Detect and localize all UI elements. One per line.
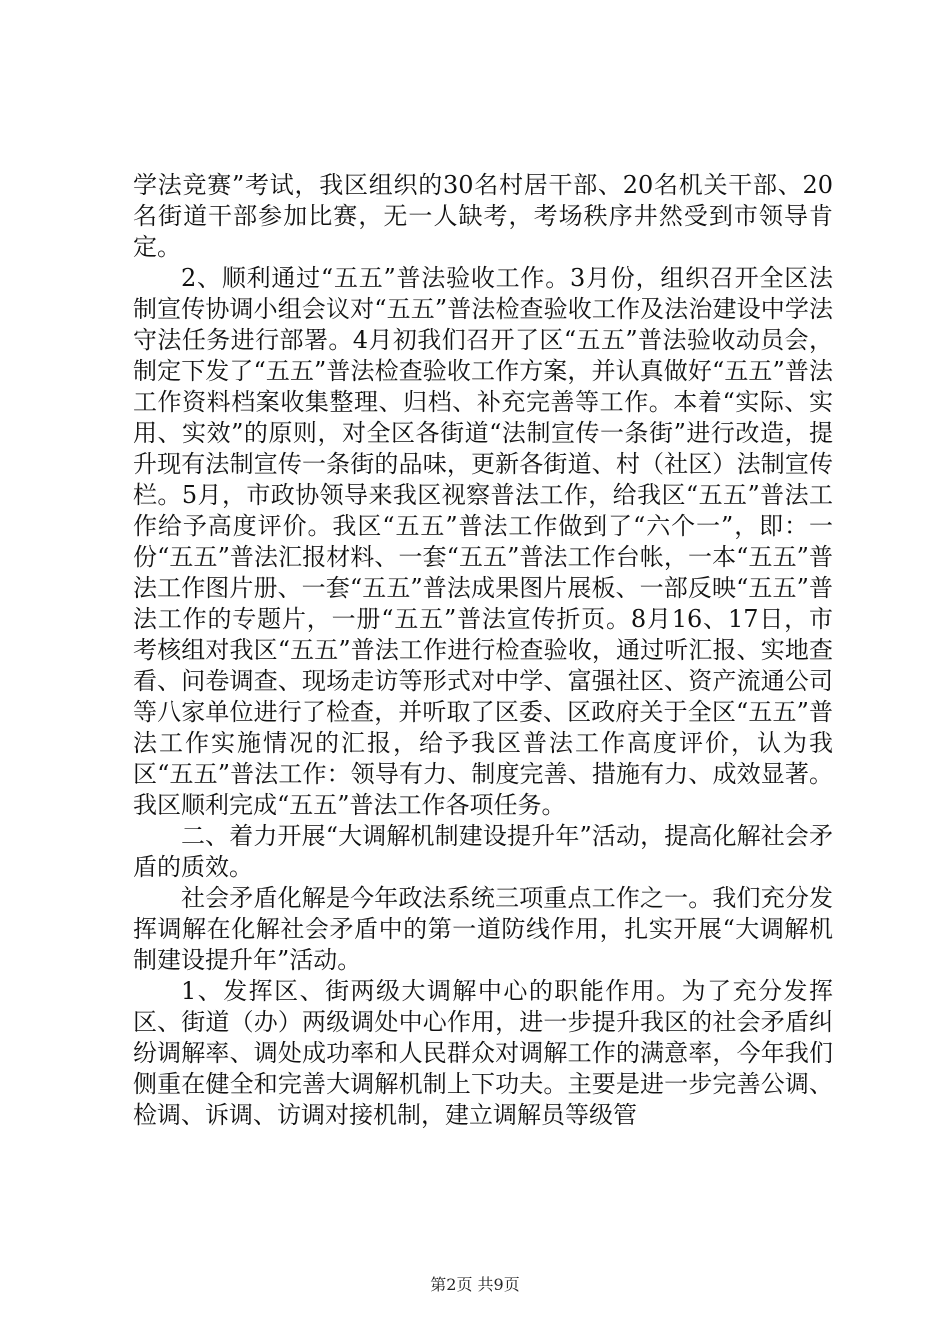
- page-footer: 第2页 共9页: [430, 1275, 520, 1294]
- section-heading-2: 二、着力开展“大调解机制建设提升年”活动，提高化解社会矛盾的质效。: [133, 822, 833, 881]
- document-body: [133, 170, 833, 1131]
- paragraph-2: 2、顺利通过“五五”普法验收工作。3月份，组织召开全区法制宣传协调小组会议对“五五”普法检查验收工作及法治建设中学法守法任务进行部署。4月初我们召开了区“五五”普法验收动员会，制定下发了“五五”普法检查验收工作方案，并认真做好“五五”普法工作资料档案收集整理、归档、补充完善等工作。本着“实际、实用、实效”的原则，对全区各街道“法制宣传一条街”进行改造，提升现有法制宣传一条街的品味，更新各街道、村（社区）法制宣传栏。5月，市政协领导来我区视察普法工作，给我区“五五”普法工作给予高度评价。我区“五五”普法工作做到了“六个一”，即：一份“五五”普法汇报材料、一套“五五”普法工作台帐，一本“五五”普法工作图片册、一套“五五”普法成果图片展板、一部反映“五五”普法工作的专题片，一册“五五”普法宣传折页。8月16、17日，市考核组对我区“五五”普法工作进行检查验收，通过听汇报、实地查看、问卷调查、现场走访等形式对中学、富强社区、资产流通公司等八家单位进行了检查，并听取了区委、区政府关于全区“五五”普法工作实施情况的汇报，给予我区普法工作高度评价，认为我区“五五”普法工作：领导有力、制度完善、措施有力、成效显著。我区顺利完成“五五”普法工作各项任务。: [133, 264, 833, 819]
- paragraph-3: 社会矛盾化解是今年政法系统三项重点工作之一。我们充分发挥调解在化解社会矛盾中的第一道防线作用，扎实开展“大调解机制建设提升年”活动。: [133, 884, 833, 974]
- paragraph-4: 1、发挥区、街两级大调解中心的职能作用。为了充分发挥区、街道（办）两级调处中心作用，进一步提升我区的社会矛盾纠纷调解率、调处成功率和人民群众对调解工作的满意率，今年我们侧重在健全和完善大调解机制上下功夫。主要是进一步完善公调、检调、诉调、访调对接机制，建立调解员等级管: [133, 977, 833, 1129]
- paragraph-1: 学法竞赛”考试，我区组织的30名村居干部、20名机关干部、20名街道干部参加比赛，无一人缺考，考场秩序井然受到市领导肯定。: [133, 171, 833, 261]
